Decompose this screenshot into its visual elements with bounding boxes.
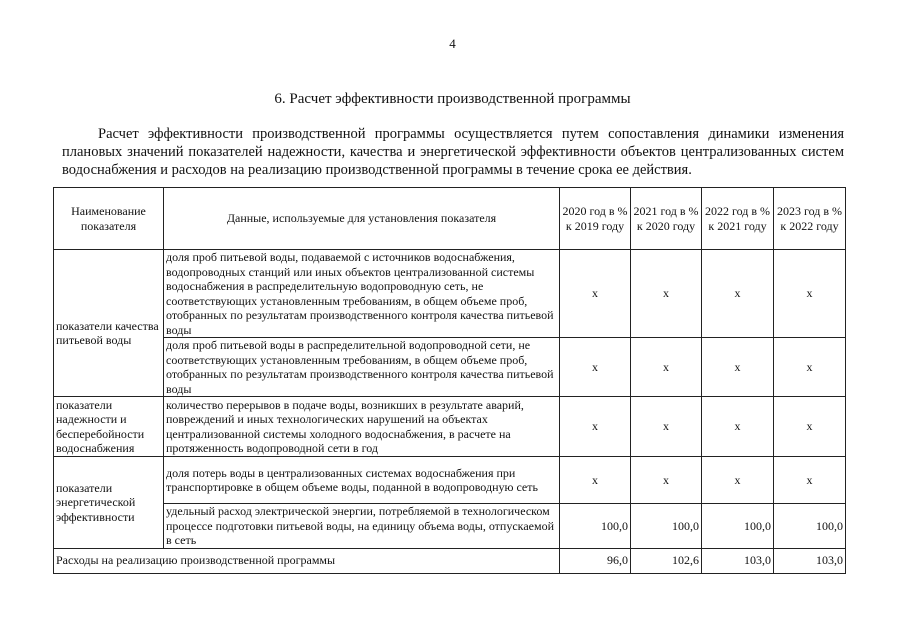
efficiency-table [53,187,846,574]
total-value: 96,0 [560,548,631,573]
value-cell: х [702,397,774,457]
table-row [54,250,846,338]
section-title: 6. Расчет эффективности производственной программы [274,91,631,107]
value-cell: х [631,250,702,338]
total-value: 102,6 [631,548,702,573]
total-value: 103,0 [774,548,846,573]
table-row [54,457,846,504]
header-2022: 2022 год в % к 2021 году [702,188,774,250]
value-cell: х [702,457,774,504]
group-energy: показатели энергетической эффективности [54,457,164,549]
row-data: количество перерывов в подаче воды, возникших в результате аварий, повреждений и иных технологических нарушений на объектах централизованной системы холодного водоснабжения, в расчете на протяженность водопроводной сети в год [164,397,560,457]
intro-paragraph: Расчет эффективности производственной программы осуществляется путем сопоставления динамики изменения плановых значений показателей надежности, качества и энергетической эффективности объектов централизованных систем водоснабжения и расходов на реализацию производственной программы в течение срока ее действия. [62,126,844,178]
value-cell: х [702,250,774,338]
value-cell: х [560,338,631,397]
value-cell: х [774,457,846,504]
value-cell: х [702,338,774,397]
value-cell: х [774,338,846,397]
value-cell: х [631,457,702,504]
header-2021: 2021 год в % к 2020 году [631,188,702,250]
row-data: доля потерь воды в централизованных системах водоснабжения при транспортировке в общем объеме воды, поданной в водопроводную сеть [164,457,560,504]
table-header-row [54,188,846,250]
value-cell: 100,0 [702,504,774,549]
page-number: 4 [449,36,456,51]
value-cell: х [560,250,631,338]
value-cell: 100,0 [560,504,631,549]
header-name: Наименование показателя [54,188,164,250]
value-cell: х [774,250,846,338]
value-cell: х [560,457,631,504]
table-row [54,397,846,457]
row-data: удельный расход электрической энергии, потребляемой в технологическом процессе подготовки питьевой воды, на единицу объема воды, отпускаемой в сеть [164,504,560,549]
row-data: доля проб питьевой воды, подаваемой с источников водоснабжения, водопроводных станций или иных объектов централизованной системы водоснабжения в распределительную водопроводную сеть, не соответствующих установленным требованиям, в общем объеме проб, отобранных по результатам производственного контроля качества питьевой воды [164,250,560,338]
value-cell: х [631,338,702,397]
table-row [54,338,846,397]
value-cell: 100,0 [631,504,702,549]
total-value: 103,0 [702,548,774,573]
table-row [54,504,846,549]
header-data: Данные, используемые для установления показателя [164,188,560,250]
group-reliability: показатели надежности и бесперебойности водоснабжения [54,397,164,457]
table-row-total [54,548,846,573]
row-data: доля проб питьевой воды в распределительной водопроводной сети, не соответствующих установленным требованиям, в общем объеме проб, отобранных по результатам производственного контроля качества питьевой воды [164,338,560,397]
header-2023: 2023 год в % к 2022 году [774,188,846,250]
value-cell: 100,0 [774,504,846,549]
value-cell: х [774,397,846,457]
value-cell: х [560,397,631,457]
group-quality: показатели качества питьевой воды [54,250,164,397]
total-label: Расходы на реализацию производственной программы [54,548,560,573]
header-2020: 2020 год в % к 2019 году [560,188,631,250]
value-cell: х [631,397,702,457]
